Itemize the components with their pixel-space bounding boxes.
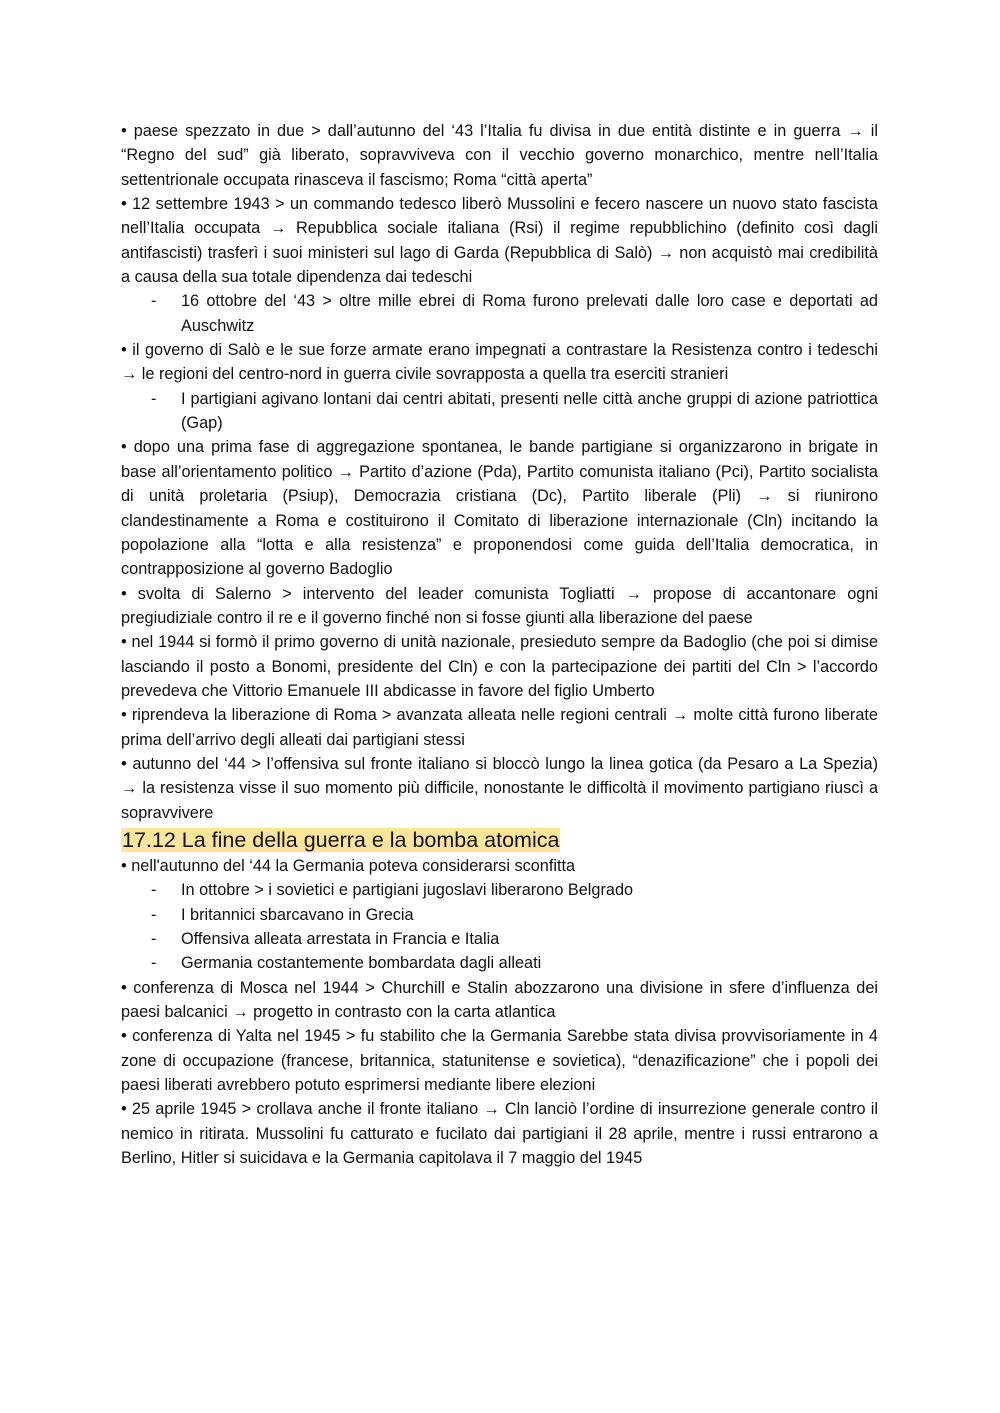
page-content <box>121 119 878 1170</box>
dash-item-text: Germania costantemente bombardata dagli alleati <box>181 954 542 973</box>
dash-item <box>121 927 878 951</box>
bullet-paragraph: • nell'autunno del ‘44 la Germania poteva considerarsi sconfitta <box>121 856 576 875</box>
dash-marker: - <box>151 881 157 900</box>
dash-item <box>121 903 878 927</box>
dash-marker: - <box>151 954 157 973</box>
dash-marker: - <box>151 905 157 924</box>
bullet-paragraph: • riprendeva la liberazione di Roma > avanzata alleata nelle regioni centrali → molte città furono liberate prima dell’arrivo degli alleati dai partigiani stessi <box>121 706 878 749</box>
bullet-paragraph: • conferenza di Mosca nel 1944 > Churchill e Stalin abozzarono una divisione in sfere d’influenza dei paesi balcanici → progetto in contrasto con la carta atlantica <box>121 978 878 1022</box>
dash-item-text: I partigiani agivano lontani dai centri abitati, presenti nelle città anche gruppi di azione patriottica (Gap) <box>181 389 878 433</box>
dash-item <box>121 951 878 975</box>
bullet-paragraph: • 25 aprile 1945 > crollava anche il fronte italiano → Cln lanciò l’ordine di insurrezione generale contro il nemico in ritirata. Mussolini fu catturato e fucilato dai partigiani il 28 aprile, mentre i russi entrarono a Berlino, Hitler si suicidava e la Germania capitolava il 7 maggio del 1945 <box>121 1100 878 1168</box>
bullet-paragraph: • conferenza di Yalta nel 1945 > fu stabilito che la Germania Sarebbe stata divisa provvisoriamente in 4 zone di occupazione (francese, britannica, statunitense e sovietica), “denazificazione” che i popoli dei paesi liberati avrebbero potuto esprimersi mediante libere elezioni <box>121 1027 878 1095</box>
bullet-paragraph: • il governo di Salò e le sue forze armate erano impegnati a contrastare la Resistenza contro i tedeschi → le regioni del centro-nord in guerra civile sovrapposta a quella tra eserciti stranieri <box>121 341 878 384</box>
dash-marker: - <box>151 292 157 311</box>
dash-item-text: In ottobre > i sovietici e partigiani jugoslavi liberarono Belgrado <box>181 881 634 900</box>
dash-item-text: Offensiva alleata arrestata in Francia e Italia <box>181 930 500 948</box>
bullet-paragraph: • nel 1944 si formò il primo governo di unità nazionale, presieduto sempre da Badoglio (che poi si dimise lasciando il posto a Bonomi, presidente del Cln) e con la partecipazione dei partiti del Cln > l’accordo prevedeva che Vittorio Emanuele III abdicasse in favore del figlio Umberto <box>121 633 878 700</box>
bullet-paragraph: • paese spezzato in due > dall’autunno del ‘43 l’Italia fu divisa in due entità distinte e in guerra → il “Regno del sud” già liberato, sopravviveva con il vecchio governo monarchico, mentre nell’Italia settentrionale occupata rinasceva il fascismo; Roma “città aperta” <box>121 122 878 189</box>
dash-item-text: 16 ottobre del ‘43 > oltre mille ebrei di Roma furono prelevati dalle loro case e deportati ad Auschwitz <box>181 292 878 335</box>
bullet-paragraph: • dopo una prima fase di aggregazione spontanea, le bande partigiane si organizzarono in brigate in base all’orientamento politico → Partito d’azione (Pda), Partito comunista italiano (Pci), Partito socialista di unità proletaria (Psiup), Democrazia cristiana (Dc), Partito liberale (Pli) → si riunirono clandestinamente a Roma e costituirono il Comitato di liberazione internazionale (Cln) incitando la popolazione alla “lotta e alla resistenza” e proponendosi come guida dell’Italia democratica, in contrapposizione al governo Badoglio <box>121 438 878 579</box>
bullet-paragraph: • autunno del ‘44 > l’offensiva sul fronte italiano si bloccò lungo la linea gotica (da Pesaro a La Spezia) → la resistenza visse il suo momento più difficile, nonostante le difficoltà il movimento partigiano riuscì a sopravvivere <box>121 754 878 822</box>
dash-item <box>121 289 878 338</box>
dash-item <box>121 387 878 436</box>
dash-item <box>121 878 878 902</box>
dash-item-text: I britannici sbarcavano in Grecia <box>181 905 414 924</box>
bullet-paragraph: • svolta di Salerno > intervento del leader comunista Togliatti → propose di accantonare ogni pregiudiziale contro il re e il governo finché non si fosse giunti alla liberazione del paese <box>121 584 878 627</box>
dash-marker: - <box>151 930 157 948</box>
section-heading-text: 17.12 La fine della guerra e la bomba atomica <box>122 827 560 852</box>
section-heading <box>121 827 878 853</box>
bullet-paragraph: • 12 settembre 1943 > un commando tedesco liberò Mussolini e fecero nascere un nuovo stato fascista nell’Italia occupata → Repubblica sociale italiana (Rsi) il regime repubblichino (definito così dagli antifascisti) trasferì i suoi ministeri sul lago di Garda (Repubblica di Salò) → non acquistò mai credibilità a causa della sua totale dipendenza dai tedeschi <box>121 195 878 287</box>
dash-marker: - <box>151 389 157 408</box>
